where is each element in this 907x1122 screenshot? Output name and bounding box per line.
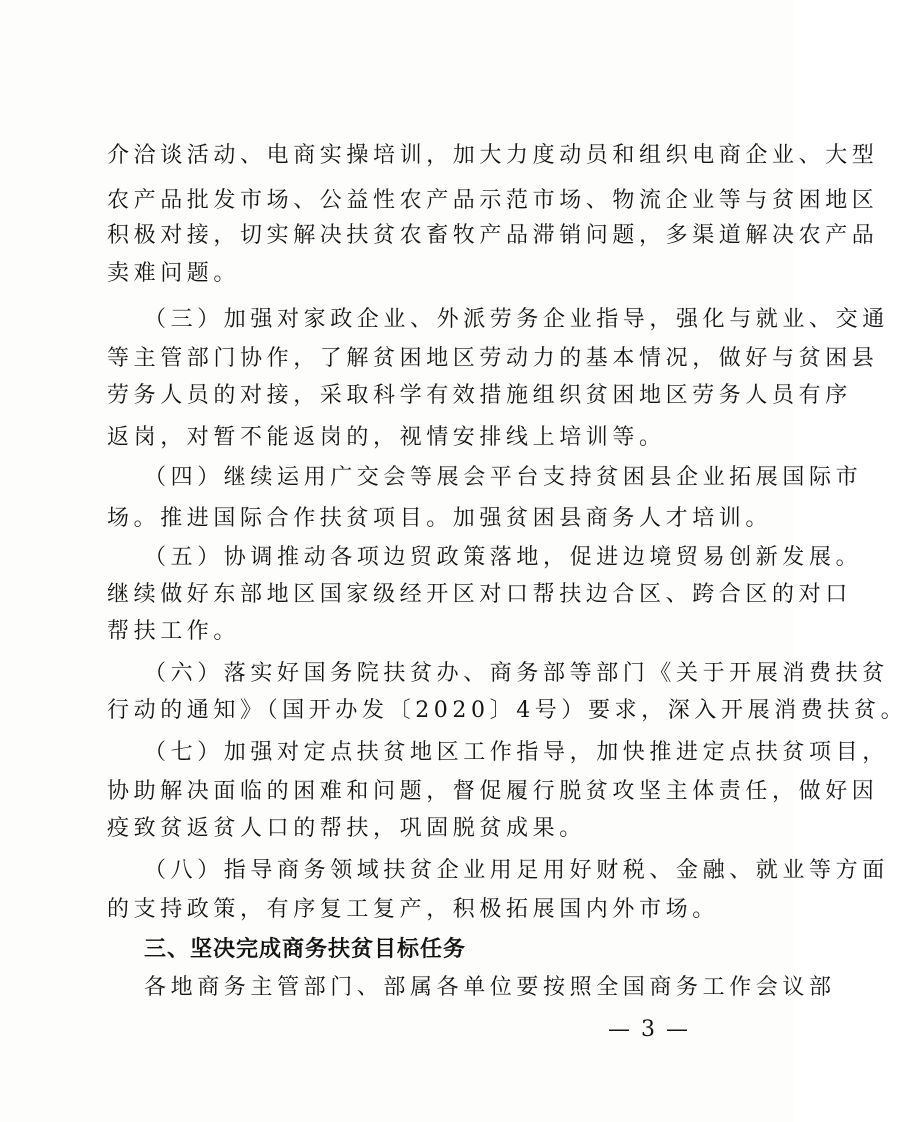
paragraph-3-line-4: 返岗，对暂不能返岗的，视情安排线上培训等。 (107, 425, 666, 450)
body-line-1: 介洽谈活动、电商实操培训，加大力度动员和组织电商企业、大型 (107, 143, 879, 168)
body-line-3: 积极对接，切实解决扶贫农畜牧产品滞销问题，多渠道解决农产品 (107, 223, 879, 248)
paragraph-5-line-3: 帮扶工作。 (107, 619, 241, 644)
body-line-4: 卖难问题。 (107, 261, 241, 286)
paragraph-7-line-3: 疫致贫返贫人口的帮扶，巩固脱贫成果。 (107, 816, 586, 841)
paragraph-5-line-1: （五）协调推动各项边贸政策落地，促进边境贸易创新发展。 (144, 545, 863, 570)
section-body-line-1: 各地商务主管部门、部属各单位要按照全国商务工作会议部 (144, 975, 836, 1000)
paragraph-3-line-1: （三）加强对家政企业、外派劳务企业指导，强化与就业、交通 (144, 307, 889, 332)
paragraph-3-line-2: 等主管部门协作，了解贫困地区劳动力的基本情况，做好与贫困县 (107, 346, 879, 371)
paragraph-4-line-2: 场。推进国际合作扶贫项目。加强贫困县商务人才培训。 (107, 506, 773, 531)
paragraph-5-line-2: 继续做好东部地区国家级经开区对口帮扶边合区、跨合区的对口 (107, 582, 852, 607)
paragraph-3-line-3: 劳务人员的对接，采取科学有效措施组织贫困地区劳务人员有序 (107, 383, 852, 408)
paragraph-6-line-1: （六）落实好国务院扶贫办、商务部等部门《关于开展消费扶贫 (144, 661, 889, 686)
paragraph-8-line-2: 的支持政策，有序复工复产，积极拓展国内外市场。 (107, 897, 719, 922)
page-number: — 3 — (608, 1017, 690, 1042)
body-line-2: 农产品批发市场、公益性农产品示范市场、物流企业等与贫困地区 (107, 188, 879, 213)
paragraph-4-line-1: （四）继续运用广交会等展会平台支持贫困县企业拓展国际市 (144, 465, 863, 490)
paragraph-7-line-1: （七）加强对定点扶贫地区工作指导，加快推进定点扶贫项目， (144, 740, 889, 765)
paragraph-6-line-2: 行动的通知》（国开办发〔2020〕4号）要求，深入开展消费扶贫。 (107, 698, 907, 723)
section-heading: 三、坚决完成商务扶贫目标任务 (144, 937, 467, 962)
paragraph-8-line-1: （八）指导商务领域扶贫企业用足用好财税、金融、就业等方面 (144, 858, 889, 883)
paragraph-7-line-2: 协助解决面临的困难和问题，督促履行脱贫攻坚主体责任，做好因 (107, 779, 879, 804)
